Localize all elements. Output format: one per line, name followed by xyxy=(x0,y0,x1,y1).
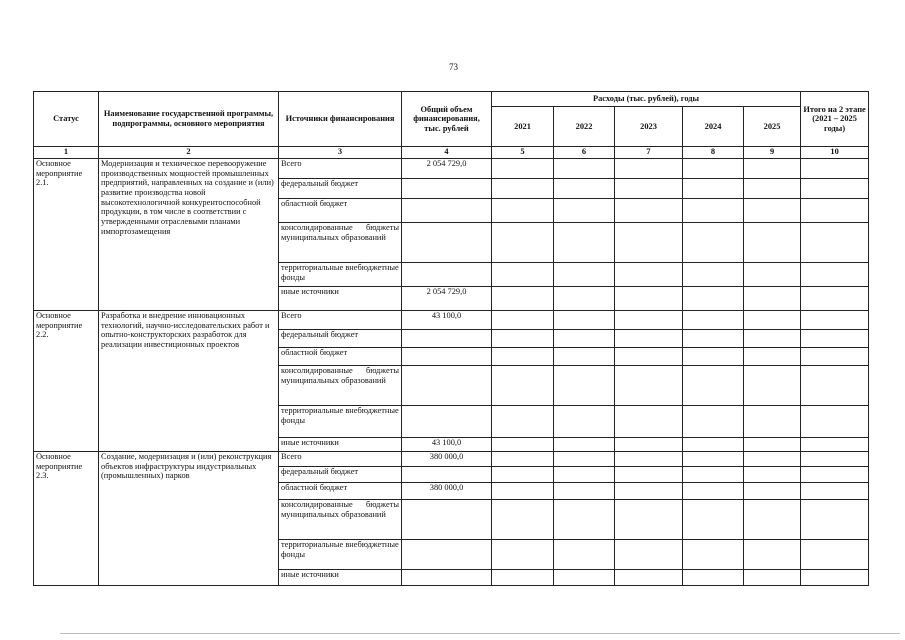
year-expense-cell xyxy=(683,287,744,311)
year-expense-cell xyxy=(554,570,615,586)
activity-status: Основное мероприятие 2.1. xyxy=(34,159,99,311)
year-expense-cell xyxy=(615,406,683,438)
year-expense-cell xyxy=(554,263,615,287)
year-expense-cell xyxy=(554,483,615,500)
stage-total-cell xyxy=(801,159,869,179)
header-year: 2022 xyxy=(554,107,615,147)
total-volume xyxy=(402,406,492,438)
year-expense-cell xyxy=(683,330,744,348)
total-volume xyxy=(402,500,492,540)
year-expense-cell xyxy=(744,438,801,452)
year-expense-cell xyxy=(683,199,744,223)
year-expense-cell xyxy=(683,438,744,452)
year-expense-cell xyxy=(615,311,683,330)
total-volume xyxy=(402,223,492,263)
column-number: 6 xyxy=(554,147,615,159)
year-expense-cell xyxy=(744,263,801,287)
financing-source: федеральный бюджет xyxy=(279,330,402,348)
year-expense-cell xyxy=(744,223,801,263)
total-volume xyxy=(402,330,492,348)
year-expense-cell xyxy=(683,406,744,438)
year-expense-cell xyxy=(492,159,554,179)
year-expense-cell xyxy=(492,311,554,330)
column-number: 3 xyxy=(279,147,402,159)
year-expense-cell xyxy=(615,452,683,467)
total-volume xyxy=(402,179,492,199)
financing-source: Всего xyxy=(279,311,402,330)
year-expense-cell xyxy=(492,483,554,500)
stage-total-cell xyxy=(801,311,869,330)
column-number: 8 xyxy=(683,147,744,159)
stage-total-cell xyxy=(801,406,869,438)
year-expense-cell xyxy=(683,223,744,263)
header-expenses: Расходы (тыс. рублей), годы xyxy=(492,92,801,107)
year-expense-cell xyxy=(615,483,683,500)
header-year: 2024 xyxy=(683,107,744,147)
header-year: 2025 xyxy=(744,107,801,147)
year-expense-cell xyxy=(492,438,554,452)
year-expense-cell xyxy=(744,366,801,406)
year-expense-cell xyxy=(492,179,554,199)
year-expense-cell xyxy=(492,406,554,438)
financing-source: областной бюджет xyxy=(279,483,402,500)
total-volume xyxy=(402,263,492,287)
activity-title: Модернизация и техническое перевооружение производственных мощностей промышленных предприятий, направленных на создание и (или) развитие производства новой высокотехнологичной конкурентоспособной продукции, в том числе в соответствии с утвержденными отраслевыми планами импортозамещения xyxy=(99,159,279,311)
header-year: 2023 xyxy=(615,107,683,147)
year-expense-cell xyxy=(554,406,615,438)
stage-total-cell xyxy=(801,570,869,586)
year-expense-cell xyxy=(554,199,615,223)
financing-source: иные источники xyxy=(279,570,402,586)
year-expense-cell xyxy=(744,179,801,199)
stage-total-cell xyxy=(801,330,869,348)
year-expense-cell xyxy=(683,348,744,366)
year-expense-cell xyxy=(683,500,744,540)
year-expense-cell xyxy=(744,159,801,179)
total-volume: 2 054 729,0 xyxy=(402,159,492,179)
year-expense-cell xyxy=(554,348,615,366)
total-volume: 380 000,0 xyxy=(402,483,492,500)
header-sources: Источники финансирования xyxy=(279,92,402,147)
table-row xyxy=(34,159,869,179)
page-edge-line xyxy=(60,633,900,634)
total-volume: 43 100,0 xyxy=(402,438,492,452)
column-number: 4 xyxy=(402,147,492,159)
table-row xyxy=(34,452,869,467)
year-expense-cell xyxy=(683,311,744,330)
activity-status: Основное мероприятие 2.3. xyxy=(34,452,99,586)
year-expense-cell xyxy=(554,179,615,199)
financing-source: консолидированные бюджеты муниципальных образований xyxy=(279,500,402,540)
total-volume: 43 100,0 xyxy=(402,311,492,330)
year-expense-cell xyxy=(492,199,554,223)
year-expense-cell xyxy=(615,179,683,199)
year-expense-cell xyxy=(744,452,801,467)
year-expense-cell xyxy=(683,570,744,586)
year-expense-cell xyxy=(683,159,744,179)
year-expense-cell xyxy=(744,406,801,438)
year-expense-cell xyxy=(554,500,615,540)
year-expense-cell xyxy=(744,330,801,348)
financing-source: областной бюджет xyxy=(279,348,402,366)
header-total-volume: Общий объем финансирования, тыс. рублей xyxy=(402,92,492,147)
year-expense-cell xyxy=(744,570,801,586)
total-volume xyxy=(402,348,492,366)
financing-source: областной бюджет xyxy=(279,199,402,223)
year-expense-cell xyxy=(744,500,801,540)
year-expense-cell xyxy=(615,570,683,586)
activity-title: Разработка и внедрение инновационных технологий, научно-исследовательских работ и опытно-конструкторских разработок для реализации инвестиционных проектов xyxy=(99,311,279,452)
year-expense-cell xyxy=(615,287,683,311)
stage-total-cell xyxy=(801,483,869,500)
table-row xyxy=(34,311,869,330)
stage-total-cell xyxy=(801,366,869,406)
column-number: 5 xyxy=(492,147,554,159)
total-volume: 380 000,0 xyxy=(402,452,492,467)
header-stage-total: Итого на 2 этапе (2021 – 2025 годы) xyxy=(801,92,869,147)
year-expense-cell xyxy=(744,540,801,570)
year-expense-cell xyxy=(615,540,683,570)
year-expense-cell xyxy=(744,199,801,223)
total-volume xyxy=(402,199,492,223)
year-expense-cell xyxy=(683,179,744,199)
year-expense-cell xyxy=(492,223,554,263)
year-expense-cell xyxy=(492,540,554,570)
year-expense-cell xyxy=(683,483,744,500)
year-expense-cell xyxy=(554,438,615,452)
total-volume xyxy=(402,366,492,406)
year-expense-cell xyxy=(492,366,554,406)
year-expense-cell xyxy=(615,438,683,452)
year-expense-cell xyxy=(683,366,744,406)
activity-status: Основное мероприятие 2.2. xyxy=(34,311,99,452)
stage-total-cell xyxy=(801,287,869,311)
financing-source: иные источники xyxy=(279,287,402,311)
financing-source: Всего xyxy=(279,452,402,467)
year-expense-cell xyxy=(492,330,554,348)
year-expense-cell xyxy=(492,348,554,366)
year-expense-cell xyxy=(744,287,801,311)
year-expense-cell xyxy=(683,540,744,570)
year-expense-cell xyxy=(683,467,744,483)
year-expense-cell xyxy=(492,467,554,483)
year-expense-cell xyxy=(744,467,801,483)
year-expense-cell xyxy=(744,483,801,500)
stage-total-cell xyxy=(801,540,869,570)
financing-source: федеральный бюджет xyxy=(279,179,402,199)
column-number-row xyxy=(34,147,869,159)
year-expense-cell xyxy=(615,330,683,348)
year-expense-cell xyxy=(683,263,744,287)
header-year: 2021 xyxy=(492,107,554,147)
year-expense-cell xyxy=(615,159,683,179)
stage-total-cell xyxy=(801,179,869,199)
year-expense-cell xyxy=(744,348,801,366)
column-number: 1 xyxy=(34,147,99,159)
year-expense-cell xyxy=(554,223,615,263)
year-expense-cell xyxy=(492,500,554,540)
financing-table xyxy=(33,91,869,586)
year-expense-cell xyxy=(554,159,615,179)
year-expense-cell xyxy=(615,500,683,540)
financing-source: территориальные внебюджетные фонды xyxy=(279,406,402,438)
stage-total-cell xyxy=(801,467,869,483)
year-expense-cell xyxy=(554,330,615,348)
year-expense-cell xyxy=(615,348,683,366)
year-expense-cell xyxy=(492,287,554,311)
header-name: Наименование государственной программы, подпрограммы, основного мероприятия xyxy=(99,92,279,147)
year-expense-cell xyxy=(554,311,615,330)
column-number: 9 xyxy=(744,147,801,159)
financing-source: территориальные внебюджетные фонды xyxy=(279,263,402,287)
year-expense-cell xyxy=(683,452,744,467)
stage-total-cell xyxy=(801,263,869,287)
financing-source: территориальные внебюджетные фонды xyxy=(279,540,402,570)
column-number: 10 xyxy=(801,147,869,159)
stage-total-cell xyxy=(801,500,869,540)
column-number: 2 xyxy=(99,147,279,159)
stage-total-cell xyxy=(801,438,869,452)
year-expense-cell xyxy=(615,223,683,263)
year-expense-cell xyxy=(554,540,615,570)
year-expense-cell xyxy=(492,263,554,287)
column-number: 7 xyxy=(615,147,683,159)
year-expense-cell xyxy=(615,263,683,287)
page-number: 73 xyxy=(449,62,458,72)
stage-total-cell xyxy=(801,199,869,223)
year-expense-cell xyxy=(492,570,554,586)
stage-total-cell xyxy=(801,223,869,263)
year-expense-cell xyxy=(615,467,683,483)
year-expense-cell xyxy=(744,311,801,330)
total-volume: 2 054 729,0 xyxy=(402,287,492,311)
year-expense-cell xyxy=(554,287,615,311)
year-expense-cell xyxy=(554,366,615,406)
financing-source: иные источники xyxy=(279,438,402,452)
financing-source: консолидированные бюджеты муниципальных образований xyxy=(279,223,402,263)
year-expense-cell xyxy=(554,467,615,483)
stage-total-cell xyxy=(801,348,869,366)
financing-source: Всего xyxy=(279,159,402,179)
financing-source: федеральный бюджет xyxy=(279,467,402,483)
year-expense-cell xyxy=(615,366,683,406)
year-expense-cell xyxy=(615,199,683,223)
total-volume xyxy=(402,467,492,483)
financing-source: консолидированные бюджеты муниципальных образований xyxy=(279,366,402,406)
total-volume xyxy=(402,570,492,586)
total-volume xyxy=(402,540,492,570)
header-status: Статус xyxy=(34,92,99,147)
stage-total-cell xyxy=(801,452,869,467)
year-expense-cell xyxy=(492,452,554,467)
year-expense-cell xyxy=(554,452,615,467)
activity-title: Создание, модернизация и (или) реконструкция объектов инфраструктуры индустриальных (промышленных) парков xyxy=(99,452,279,586)
